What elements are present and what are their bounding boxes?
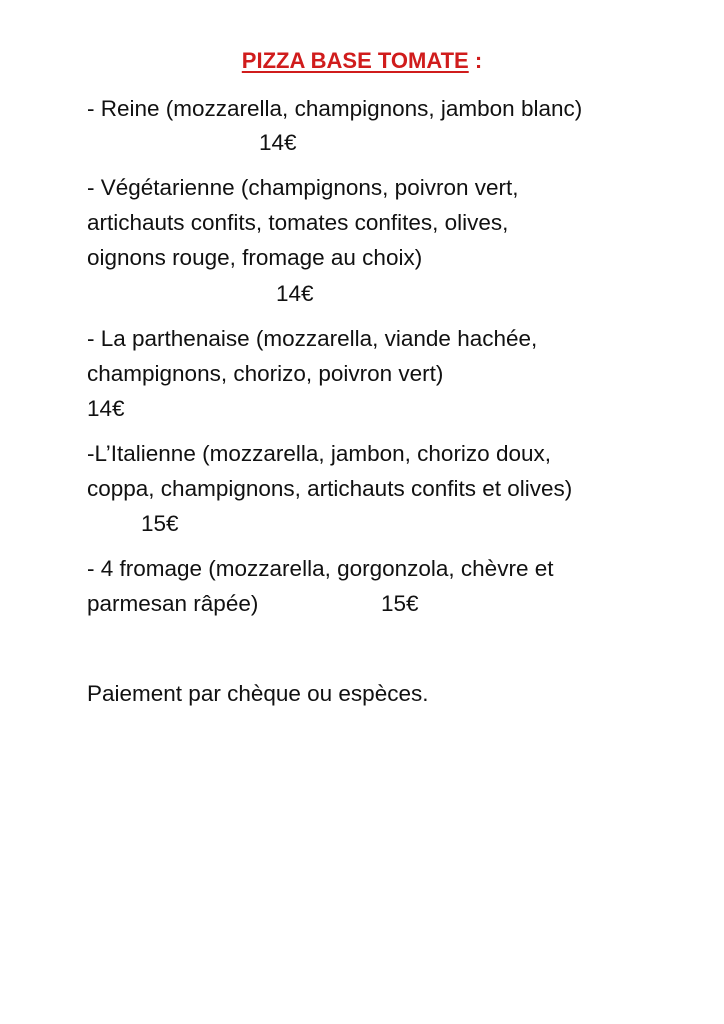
item-italienne-price: 15€ <box>141 511 179 536</box>
menu-title <box>0 48 724 74</box>
item-reine-line-1: - Reine (mozzarella, champignons, jambon blanc) <box>87 96 583 121</box>
title-text: PIZZA BASE TOMATE <box>241 48 469 73</box>
item-reine-price: 14€ <box>259 130 297 155</box>
item-vegetarienne-line-3: oignons rouge, fromage au choix) <box>87 245 423 270</box>
item-vegetarienne-price: 14€ <box>276 281 314 306</box>
item-vegetarienne-line-2: artichauts confits, tomates confites, olives, <box>87 210 509 235</box>
item-4-fromage-line-2: parmesan râpée) <box>87 591 259 616</box>
item-4-fromage-price: 15€ <box>381 591 419 616</box>
item-vegetarienne-line-1: - Végétarienne (champignons, poivron vert, <box>87 175 519 200</box>
item-parthenaise-line-2: champignons, chorizo, poivron vert) <box>87 361 444 386</box>
item-parthenaise-line-1: - La parthenaise (mozzarella, viande hachée, <box>87 326 538 351</box>
item-parthenaise-price: 14€ <box>87 396 125 421</box>
item-italienne-line-1: -L’Italienne (mozzarella, jambon, chorizo doux, <box>87 441 551 466</box>
title-suffix: : <box>468 48 483 73</box>
item-4-fromage-line-1: - 4 fromage (mozzarella, gorgonzola, chèvre et <box>87 556 554 581</box>
item-italienne-line-2: coppa, champignons, artichauts confits et olives) <box>87 476 573 501</box>
payment-note: Paiement par chèque ou espèces. <box>87 681 429 706</box>
